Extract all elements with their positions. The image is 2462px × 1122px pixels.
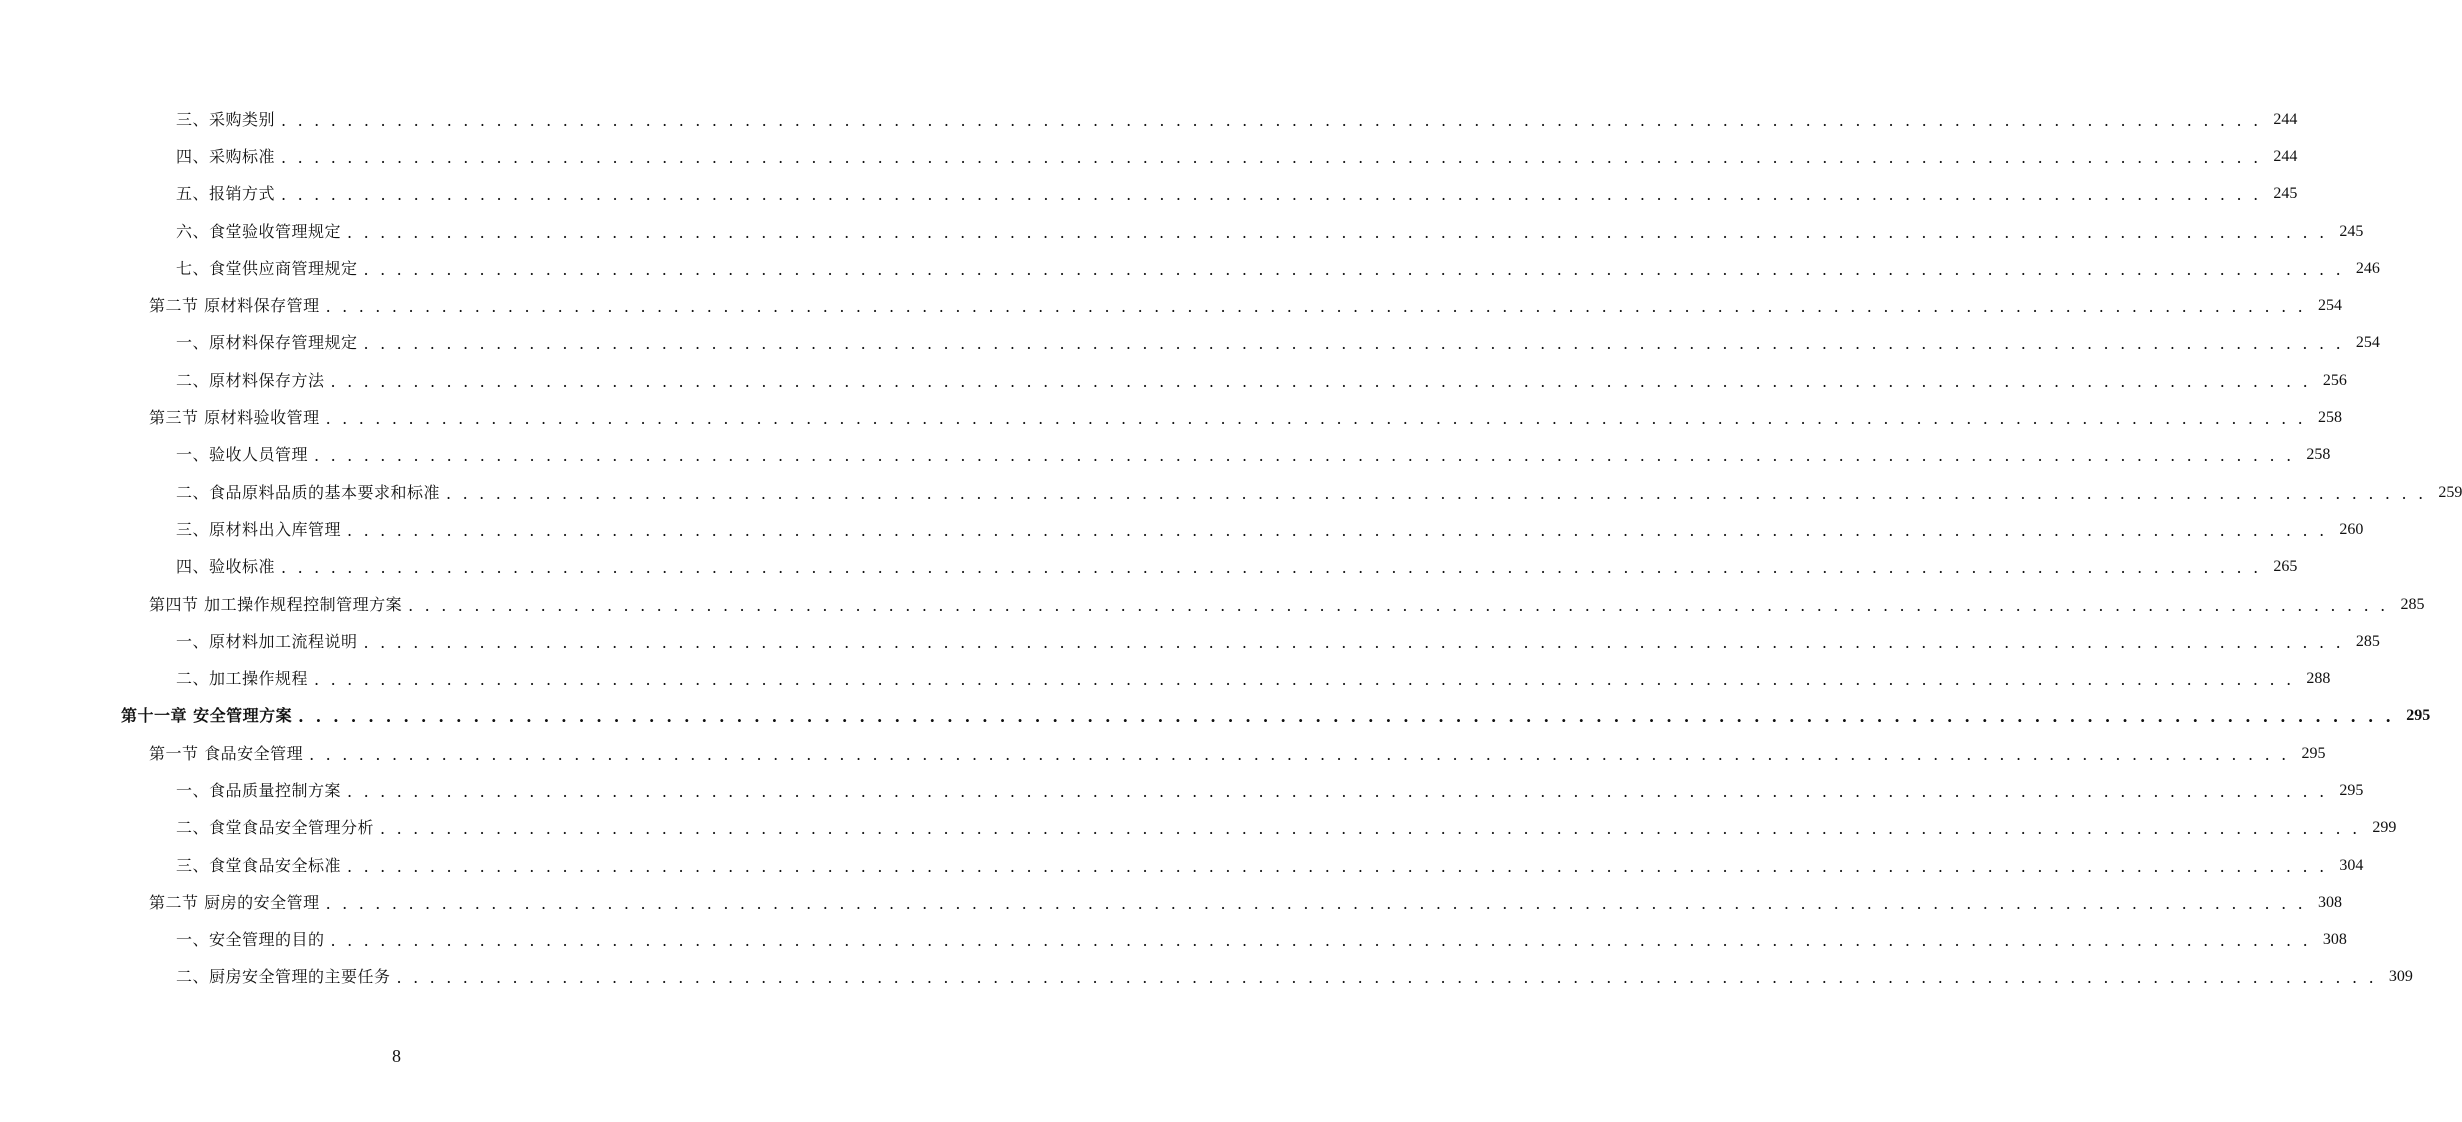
toc-entry-page: 256 (2322, 371, 2347, 389)
toc-entry-page: 308 (2317, 893, 2342, 911)
toc-entry-page: 309 (2388, 968, 2413, 986)
toc-entry-page: 245 (2273, 185, 2298, 203)
dot-leader: . . . . . . . . . . . . . . . . . . . . . . . . . . . . . . . . . . . . . . . . . . . . . . . . . . . . . . . . . . . . . . . . . . . . . . . . . . . . . . . . . . . . . . . . . . . . . . . . . . . . . . . . . . . . . . . . . . . . . . . . (380, 819, 2361, 839)
dot-leader: . . . . . . . . . . . . . . . . . . . . . . . . . . . . . . . . . . . . . . . . . . . . . . . . . . . . . . . . . . . . . . . . . . . . . . . . . . . . . . . . . . . . . . . . . . . . . . . . . . . . . . . . . . . . . . . . . . . . . . . . (363, 259, 2344, 279)
toc-entry-page: 258 (2317, 409, 2342, 427)
toc-entry-title: 二、原材料保存方法 (176, 370, 325, 390)
toc-entry-item[interactable] (0, 101, 2298, 138)
dot-leader: . . . . . . . . . . . . . . . . . . . . . . . . . . . . . . . . . . . . . . . . . . . . . . . . . . . . . . . . . . . . . . . . . . . . . . . . . . . . . . . . . . . . . . . . . . . . . . . . . . . . . . . . . . . . . . . . . . . . . . . . (325, 893, 2306, 913)
toc-entry-title: 三、采购类别 (176, 109, 276, 129)
toc-entry-title: 三、原材料出入库管理 (176, 519, 342, 539)
toc-entry-title: 第二节 厨房的安全管理 (149, 892, 320, 912)
toc-entry-page: 295 (2339, 781, 2364, 799)
toc-entry-title: 一、安全管理的目的 (176, 930, 325, 950)
toc-entry-item[interactable] (0, 922, 2347, 959)
toc-entry-item[interactable] (0, 474, 2462, 511)
toc-entry-page: 260 (2339, 520, 2364, 538)
toc-entry-item[interactable] (0, 959, 2413, 996)
dot-leader: . . . . . . . . . . . . . . . . . . . . . . . . . . . . . . . . . . . . . . . . . . . . . . . . . . . . . . . . . . . . . . . . . . . . . . . . . . . . . . . . . . . . . . . . . . . . . . . . . . . . . . . . . . . . . . . . . . . . . . . . (281, 110, 2262, 130)
toc-entry-title: 一、食品质量控制方案 (176, 780, 342, 800)
toc-entry-item[interactable] (0, 213, 2364, 250)
toc-entry-page: 245 (2339, 222, 2364, 240)
toc-entry-item[interactable] (0, 660, 2331, 697)
toc-entry-item[interactable] (0, 437, 2331, 474)
dot-leader: . . . . . . . . . . . . . . . . . . . . . . . . . . . . . . . . . . . . . . . . . . . . . . . . . . . . . . . . . . . . . . . . . . . . . . . . . . . . . . . . . . . . . . . . . . . . . . . . . . . . . . . . . . . . . . . . . . . . . . . . (325, 409, 2306, 429)
toc-entry-title: 第十一章 安全管理方案 (121, 706, 293, 726)
toc-entry-title: 第四节 加工操作规程控制管理方案 (149, 594, 403, 614)
dot-leader: . . . . . . . . . . . . . . . . . . . . . . . . . . . . . . . . . . . . . . . . . . . . . . . . . . . . . . . . . . . . . . . . . . . . . . . . . . . . . . . . . . . . . . . . . . . . . . . . . . . . . . . . . . . . . . . . . . . . . . . . (330, 371, 2311, 391)
toc-entry-page: 265 (2273, 558, 2298, 576)
toc-entry-section[interactable] (0, 586, 2425, 623)
toc-entry-page: 295 (2406, 707, 2431, 725)
toc-entry-item[interactable] (0, 623, 2380, 660)
toc-entry-title: 一、验收人员管理 (176, 445, 309, 465)
table-of-contents (0, 101, 2462, 996)
toc-entry-page: 285 (2355, 632, 2380, 650)
toc-entry-title: 七、食堂供应商管理规定 (176, 258, 358, 278)
toc-entry-page: 308 (2322, 931, 2347, 949)
toc-entry-section[interactable] (0, 735, 2326, 772)
toc-entry-page: 254 (2355, 334, 2380, 352)
toc-entry-title: 六、食堂验收管理规定 (176, 221, 342, 241)
toc-entry-page: 246 (2355, 259, 2380, 277)
dot-leader: . . . . . . . . . . . . . . . . . . . . . . . . . . . . . . . . . . . . . . . . . . . . . . . . . . . . . . . . . . . . . . . . . . . . . . . . . . . . . . . . . . . . . . . . . . . . . . . . . . . . . . . . . . . . . . . . . . . . . . . . (347, 520, 2328, 540)
toc-entry-title: 第一节 食品安全管理 (149, 743, 304, 763)
toc-entry-section[interactable] (0, 287, 2342, 324)
dot-leader: . . . . . . . . . . . . . . . . . . . . . . . . . . . . . . . . . . . . . . . . . . . . . . . . . . . . . . . . . . . . . . . . . . . . . . . . . . . . . . . . . . . . . . . . . . . . . . . . . . . . . . . . . . . . . . . . . . . . . . . . (347, 781, 2328, 801)
dot-leader: . . . . . . . . . . . . . . . . . . . . . . . . . . . . . . . . . . . . . . . . . . . . . . . . . . . . . . . . . . . . . . . . . . . . . . . . . . . . . . . . . . . . . . . . . . . . . . . . . . . . . . . . . . . . . . . . . . . . . . . . (363, 334, 2344, 354)
toc-entry-title: 一、原材料保存管理规定 (176, 333, 358, 353)
dot-leader: . . . . . . . . . . . . . . . . . . . . . . . . . . . . . . . . . . . . . . . . . . . . . . . . . . . . . . . . . . . . . . . . . . . . . . . . . . . . . . . . . . . . . . . . . . . . . . . . . . . . . . . . . . . . . . . . . . . . . . . . (408, 595, 2389, 615)
toc-entry-page: 244 (2273, 147, 2298, 165)
toc-entry-title: 第三节 原材料验收管理 (149, 408, 320, 428)
dot-leader: . . . . . . . . . . . . . . . . . . . . . . . . . . . . . . . . . . . . . . . . . . . . . . . . . . . . . . . . . . . . . . . . . . . . . . . . . . . . . . . . . . . . . . . . . . . . . . . . . . . . . . . . . . . . . . . . . . . . . . . . (314, 670, 2295, 690)
dot-leader: . . . . . . . . . . . . . . . . . . . . . . . . . . . . . . . . . . . . . . . . . . . . . . . . . . . . . . . . . . . . . . . . . . . . . . . . . . . . . . . . . . . . . . . . . . . . . . . . . . . . . . . . . . . . . . . . . . . . . . . . (314, 446, 2295, 466)
toc-entry-item[interactable] (0, 325, 2380, 362)
toc-entry-title: 二、食品原料品质的基本要求和标准 (176, 482, 441, 502)
toc-entry-title: 三、食堂食品安全标准 (176, 855, 342, 875)
toc-entry-title: 第二节 原材料保存管理 (149, 296, 320, 316)
toc-entry-title: 二、加工操作规程 (176, 669, 309, 689)
toc-entry-page: 304 (2339, 856, 2364, 874)
toc-entry-title: 五、报销方式 (176, 184, 276, 204)
dot-leader: . . . . . . . . . . . . . . . . . . . . . . . . . . . . . . . . . . . . . . . . . . . . . . . . . . . . . . . . . . . . . . . . . . . . . . . . . . . . . . . . . . . . . . . . . . . . . . . . . . . . . . . . . . . . . . . . . . . . . . . . (330, 931, 2311, 951)
toc-entry-item[interactable] (0, 138, 2298, 175)
toc-entry-title: 二、厨房安全管理的主要任务 (176, 967, 391, 987)
dot-leader: . . . . . . . . . . . . . . . . . . . . . . . . . . . . . . . . . . . . . . . . . . . . . . . . . . . . . . . . . . . . . . . . . . . . . . . . . . . . . . . . . . . . . . . . . . . . . . . . . . . . . . . . . . . . . . . . . . . . . . . . (281, 147, 2262, 167)
dot-leader: . . . . . . . . . . . . . . . . . . . . . . . . . . . . . . . . . . . . . . . . . . . . . . . . . . . . . . . . . . . . . . . . . . . . . . . . . . . . . . . . . . . . . . . . . . . . . . . . . . . . . . . . . . . . . . . . . . . . . . . . (347, 856, 2328, 876)
toc-entry-item[interactable] (0, 810, 2397, 847)
toc-entry-title: 四、验收标准 (176, 557, 276, 577)
dot-leader: . . . . . . . . . . . . . . . . . . . . . . . . . . . . . . . . . . . . . . . . . . . . . . . . . . . . . . . . . . . . . . . . . . . . . . . . . . . . . . . . . . . . . . . . . . . . . . . . . . . . . . . . . . . . . . . . . . . . . . . . (309, 744, 2290, 764)
dot-leader: . . . . . . . . . . . . . . . . . . . . . . . . . . . . . . . . . . . . . . . . . . . . . . . . . . . . . . . . . . . . . . . . . . . . . . . . . . . . . . . . . . . . . . . . . . . . . . . . . . . . . . . . . . . . . . . . . . . . . . . . (325, 297, 2306, 317)
toc-entry-page: 254 (2317, 297, 2342, 315)
dot-leader: . . . . . . . . . . . . . . . . . . . . . . . . . . . . . . . . . . . . . . . . . . . . . . . . . . . . . . . . . . . . . . . . . . . . . . . . . . . . . . . . . . . . . . . . . . . . . . . . . . . . . . . . . . . . . . . . . . . . . . . . (298, 707, 2395, 727)
toc-entry-page: 295 (2301, 744, 2326, 762)
toc-entry-item[interactable] (0, 847, 2364, 884)
toc-entry-item[interactable] (0, 511, 2364, 548)
toc-entry-title: 一、原材料加工流程说明 (176, 631, 358, 651)
toc-entry-page: 244 (2273, 110, 2298, 128)
dot-leader: . . . . . . . . . . . . . . . . . . . . . . . . . . . . . . . . . . . . . . . . . . . . . . . . . . . . . . . . . . . . . . . . . . . . . . . . . . . . . . . . . . . . . . . . . . . . . . . . . . . . . . . . . . . . . . . . . . . . . . . . (281, 185, 2262, 205)
toc-entry-section[interactable] (0, 399, 2342, 436)
toc-entry-page: 258 (2306, 446, 2331, 464)
toc-entry-page: 259 (2438, 483, 2462, 501)
toc-entry-section[interactable] (0, 884, 2342, 921)
dot-leader: . . . . . . . . . . . . . . . . . . . . . . . . . . . . . . . . . . . . . . . . . . . . . . . . . . . . . . . . . . . . . . . . . . . . . . . . . . . . . . . . . . . . . . . . . . . . . . . . . . . . . . . . . . . . . . . . . . . . . . . . (446, 483, 2427, 503)
dot-leader: . . . . . . . . . . . . . . . . . . . . . . . . . . . . . . . . . . . . . . . . . . . . . . . . . . . . . . . . . . . . . . . . . . . . . . . . . . . . . . . . . . . . . . . . . . . . . . . . . . . . . . . . . . . . . . . . . . . . . . . . (347, 222, 2328, 242)
toc-entry-item[interactable] (0, 549, 2298, 586)
toc-entry-item[interactable] (0, 772, 2364, 809)
toc-entry-page: 299 (2372, 819, 2397, 837)
toc-entry-page: 288 (2306, 670, 2331, 688)
toc-entry-item[interactable] (0, 250, 2380, 287)
dot-leader: . . . . . . . . . . . . . . . . . . . . . . . . . . . . . . . . . . . . . . . . . . . . . . . . . . . . . . . . . . . . . . . . . . . . . . . . . . . . . . . . . . . . . . . . . . . . . . . . . . . . . . . . . . . . . . . . . . . . . . . . (363, 632, 2344, 652)
dot-leader: . . . . . . . . . . . . . . . . . . . . . . . . . . . . . . . . . . . . . . . . . . . . . . . . . . . . . . . . . . . . . . . . . . . . . . . . . . . . . . . . . . . . . . . . . . . . . . . . . . . . . . . . . . . . . . . . . . . . . . . . (396, 968, 2377, 988)
page-number: 8 (392, 1046, 401, 1066)
toc-entry-item[interactable] (0, 176, 2298, 213)
dot-leader: . . . . . . . . . . . . . . . . . . . . . . . . . . . . . . . . . . . . . . . . . . . . . . . . . . . . . . . . . . . . . . . . . . . . . . . . . . . . . . . . . . . . . . . . . . . . . . . . . . . . . . . . . . . . . . . . . . . . . . . . (281, 558, 2262, 578)
toc-entry-page: 285 (2400, 595, 2425, 613)
toc-entry-title: 四、采购标准 (176, 146, 276, 166)
toc-entry-item[interactable] (0, 362, 2347, 399)
toc-entry-chapter[interactable] (0, 698, 2431, 735)
toc-entry-title: 二、食堂食品安全管理分析 (176, 818, 375, 838)
